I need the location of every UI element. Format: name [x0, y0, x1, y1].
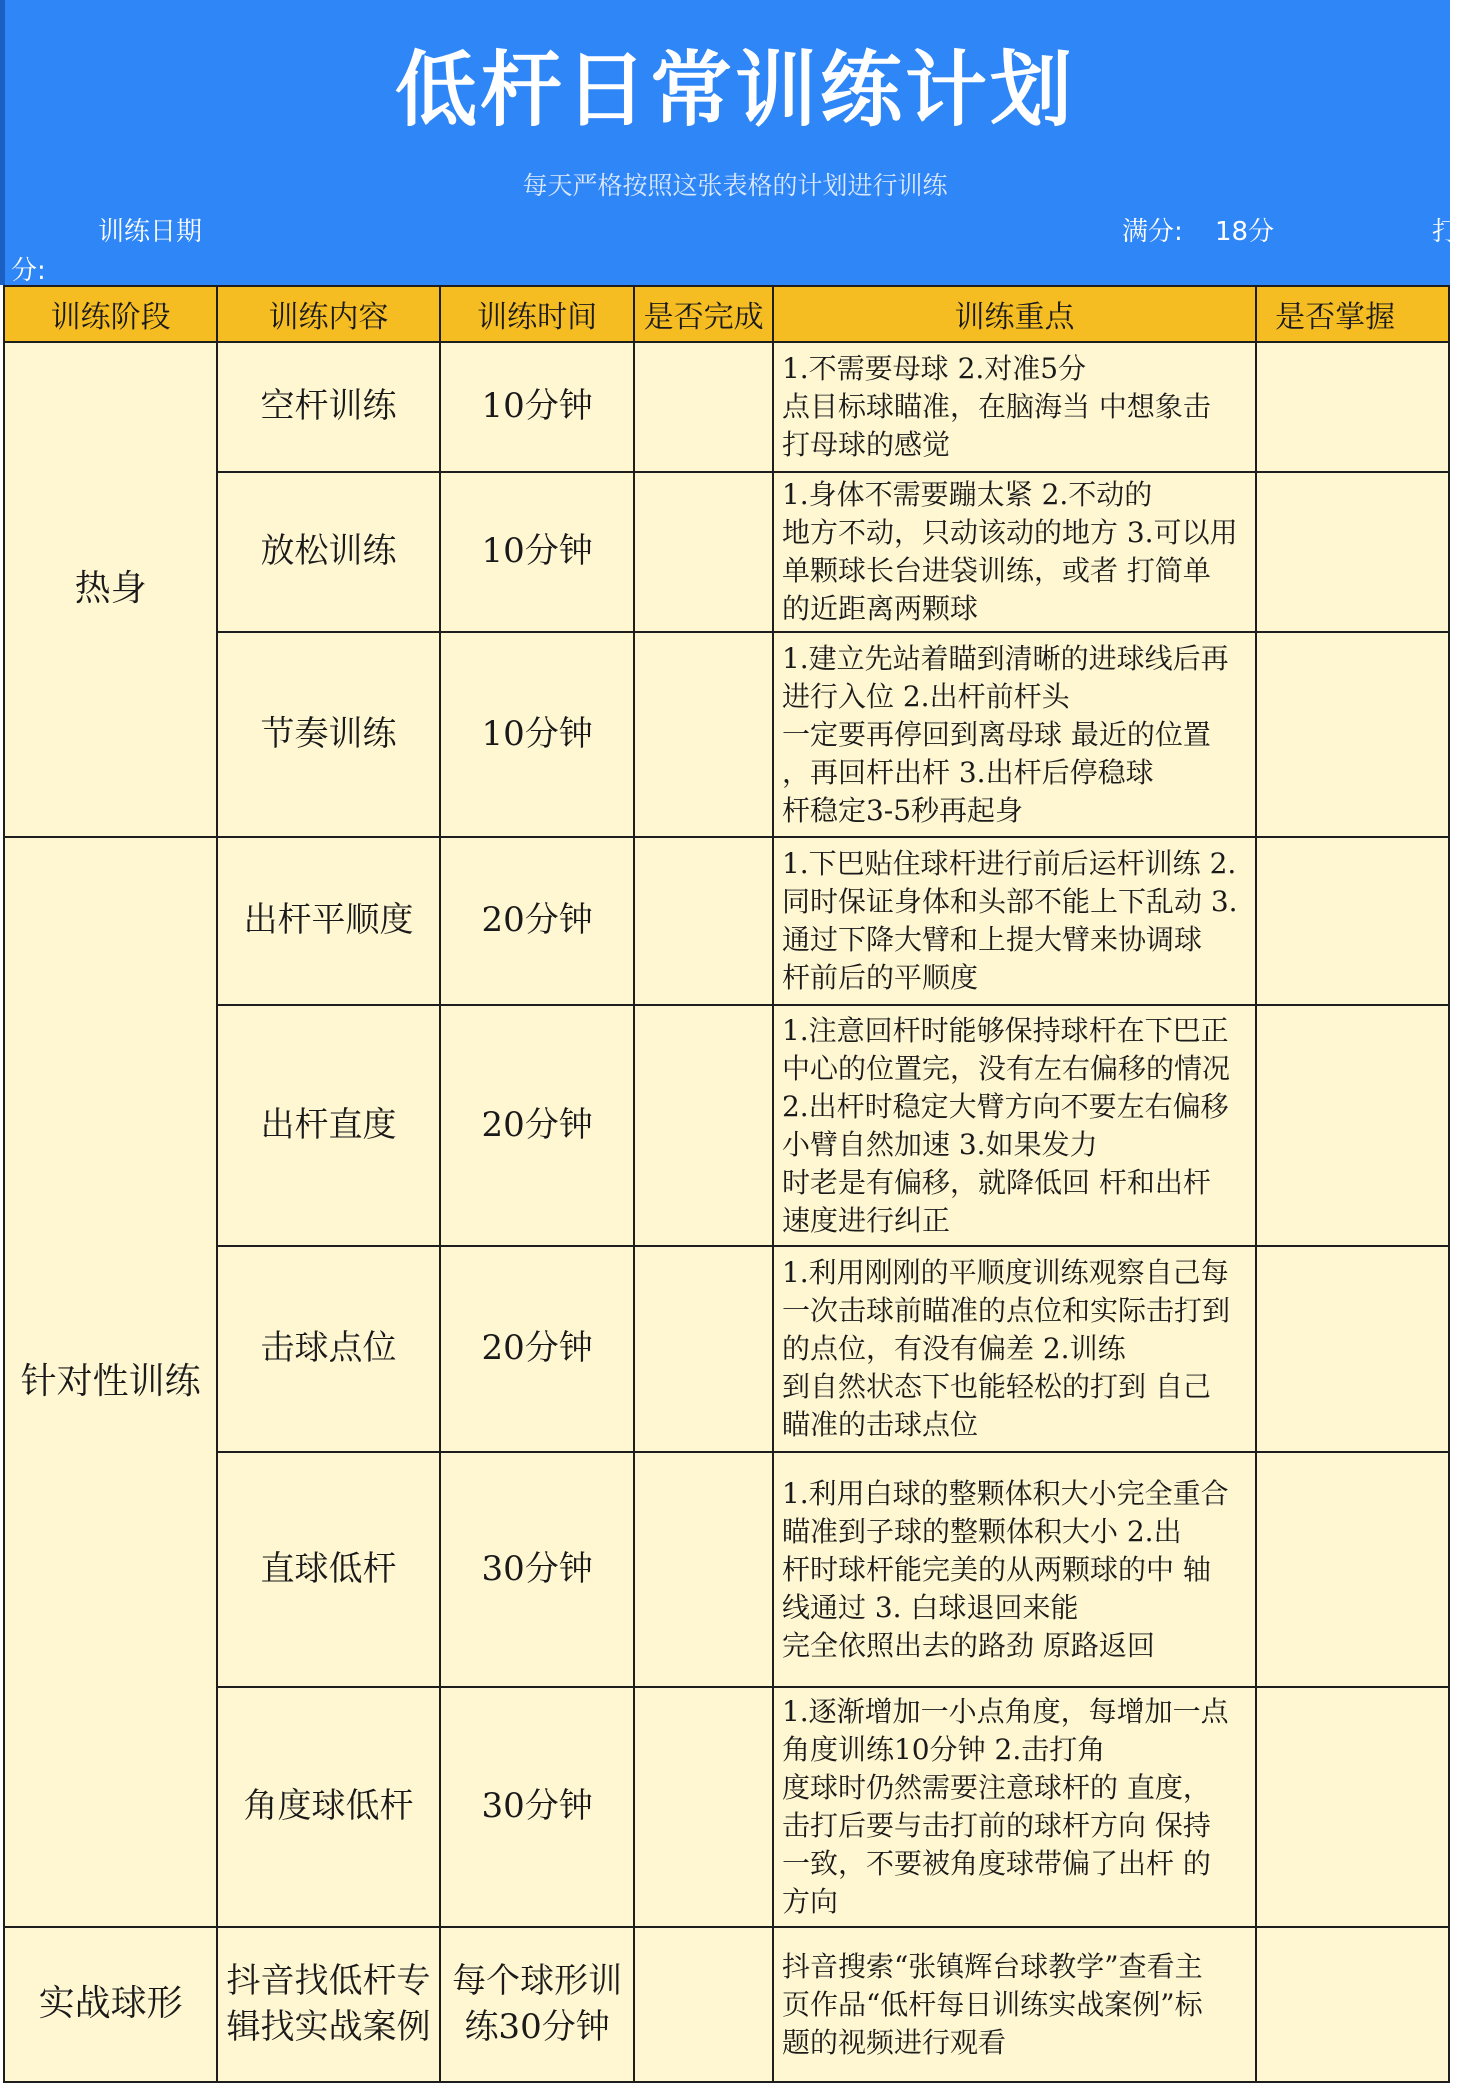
page-title: 低杆日常训练计划 — [394, 43, 1075, 138]
mastered-cell[interactable] — [1256, 1687, 1449, 1927]
done-cell[interactable] — [634, 1687, 773, 1927]
done-cell[interactable] — [634, 1452, 773, 1687]
done-cell[interactable] — [634, 632, 773, 837]
content-cell: 放松训练 — [217, 472, 440, 632]
content-cell: 出杆直度 — [217, 1005, 440, 1246]
table-row — [4, 1005, 1449, 1246]
time-cell: 10分钟 — [440, 632, 635, 837]
column-header-focus: 训练重点 — [773, 286, 1256, 342]
table-row — [4, 1927, 1449, 2082]
content-cell: 抖音找低杆专 辑找实战案例 — [217, 1927, 440, 2082]
time-cell: 30分钟 — [440, 1452, 635, 1687]
table-row — [4, 472, 1449, 632]
column-header-stage: 训练阶段 — [4, 286, 217, 342]
content-cell: 直球低杆 — [217, 1452, 440, 1687]
done-cell[interactable] — [634, 1246, 773, 1452]
done-cell[interactable] — [634, 1005, 773, 1246]
page-subtitle: 每天严格按照这张表格的计划进行训练 — [522, 171, 948, 200]
score-label-continued: 分: — [11, 256, 46, 286]
header-banner — [0, 0, 1459, 286]
time-cell: 10分钟 — [440, 342, 635, 472]
table-row — [4, 1246, 1449, 1452]
mastered-cell[interactable] — [1256, 632, 1449, 837]
table-row — [4, 632, 1449, 837]
content-cell: 节奏训练 — [217, 632, 440, 837]
stage-cell: 热身 — [4, 342, 217, 837]
time-cell: 30分钟 — [440, 1687, 635, 1927]
focus-cell: 1.利用刚刚的平顺度训练观察自己每 一次击球前瞄准的点位和实际击打到 的点位，有没有偏差 2.训练 到自然状态下也能轻松的打到 自己 瞄准的击球点位 — [773, 1246, 1256, 1452]
time-cell: 20分钟 — [440, 1246, 635, 1452]
training-date-label: 训练日期 — [98, 217, 203, 247]
focus-cell: 1.不需要母球 2.对准5分 点目标球瞄准，在脑海当 中想象击 打母球的感觉 — [773, 342, 1256, 472]
time-cell: 10分钟 — [440, 472, 635, 632]
stage-cell: 实战球形 — [4, 1927, 217, 2082]
full-score-label: 满分: — [1122, 217, 1183, 247]
mastered-cell[interactable] — [1256, 837, 1449, 1005]
content-cell: 空杆训练 — [217, 342, 440, 472]
table-row — [4, 1452, 1449, 1687]
mastered-cell[interactable] — [1256, 1452, 1449, 1687]
mastered-cell[interactable] — [1256, 342, 1449, 472]
column-header-mastered: 是否掌握 — [1256, 286, 1449, 342]
done-cell[interactable] — [634, 472, 773, 632]
plan-table-container — [0, 285, 1450, 2094]
time-cell: 20分钟 — [440, 837, 635, 1005]
done-cell[interactable] — [634, 342, 773, 472]
mastered-cell[interactable] — [1256, 1005, 1449, 1246]
table-row — [4, 342, 1449, 472]
table-row — [4, 1687, 1449, 1927]
full-score-value: 18分 — [1215, 217, 1275, 247]
mastered-cell[interactable] — [1256, 1246, 1449, 1452]
content-cell: 角度球低杆 — [217, 1687, 440, 1927]
column-header-content: 训练内容 — [217, 286, 440, 342]
column-header-row — [4, 286, 1449, 342]
focus-cell: 1.注意回杆时能够保持球杆在下巴正 中心的位置完，没有左右偏移的情况 2.出杆时稳定大臂方向不要左右偏移 小臂自然加速 3.如果发力 时老是有偏移，就降低回 杆和出杆 速度进行纠正 — [773, 1005, 1256, 1246]
focus-cell: 1.逐渐增加一小点角度，每增加一点 角度训练10分钟 2.击打角 度球时仍然需要注意球杆的 直度， 击打后要与击打前的球杆方向 保持 一致，不要被角度球带偏了出杆 的 方向 — [773, 1687, 1256, 1927]
done-cell[interactable] — [634, 837, 773, 1005]
focus-cell: 1.身体不需要蹦太紧 2.不动的 地方不动，只动该动的地方 3.可以用 单颗球长台进袋训练，或者 打简单 的近距离两颗球 — [773, 472, 1256, 632]
column-header-done: 是否完成 — [634, 286, 773, 342]
score-label: 打 — [1432, 217, 1459, 247]
time-cell: 每个球形训 练30分钟 — [440, 1927, 635, 2082]
time-cell: 20分钟 — [440, 1005, 635, 1246]
column-header-time: 训练时间 — [440, 286, 635, 342]
content-cell: 击球点位 — [217, 1246, 440, 1452]
training-plan-table — [3, 285, 1450, 2083]
done-cell[interactable] — [634, 1927, 773, 2082]
mastered-cell[interactable] — [1256, 1927, 1449, 2082]
focus-cell: 1.下巴贴住球杆进行前后运杆训练 2. 同时保证身体和头部不能上下乱动 3. 通过下降大臂和上提大臂来协调球 杆前后的平顺度 — [773, 837, 1256, 1005]
focus-cell: 1.利用白球的整颗体积大小完全重合 瞄准到子球的整颗体积大小 2.出 杆时球杆能完美的从两颗球的中 轴 线通过 3. 白球退回来能 完全依照出去的路劲 原路返回 — [773, 1452, 1256, 1687]
focus-cell: 1.建立先站着瞄到清晰的进球线后再 进行入位 2.出杆前杆头 一定要再停回到离母球 最近的位置 ，再回杆出杆 3.出杆后停稳球 杆稳定3-5秒再起身 — [773, 632, 1256, 837]
focus-cell: 抖音搜索“张镇辉台球教学”查看主 页作品“低杆每日训练实战案例”标 题的视频进行观看 — [773, 1927, 1256, 2082]
table-row — [4, 837, 1449, 1005]
content-cell: 出杆平顺度 — [217, 837, 440, 1005]
stage-cell: 针对性训练 — [4, 837, 217, 1927]
mastered-cell[interactable] — [1256, 472, 1449, 632]
